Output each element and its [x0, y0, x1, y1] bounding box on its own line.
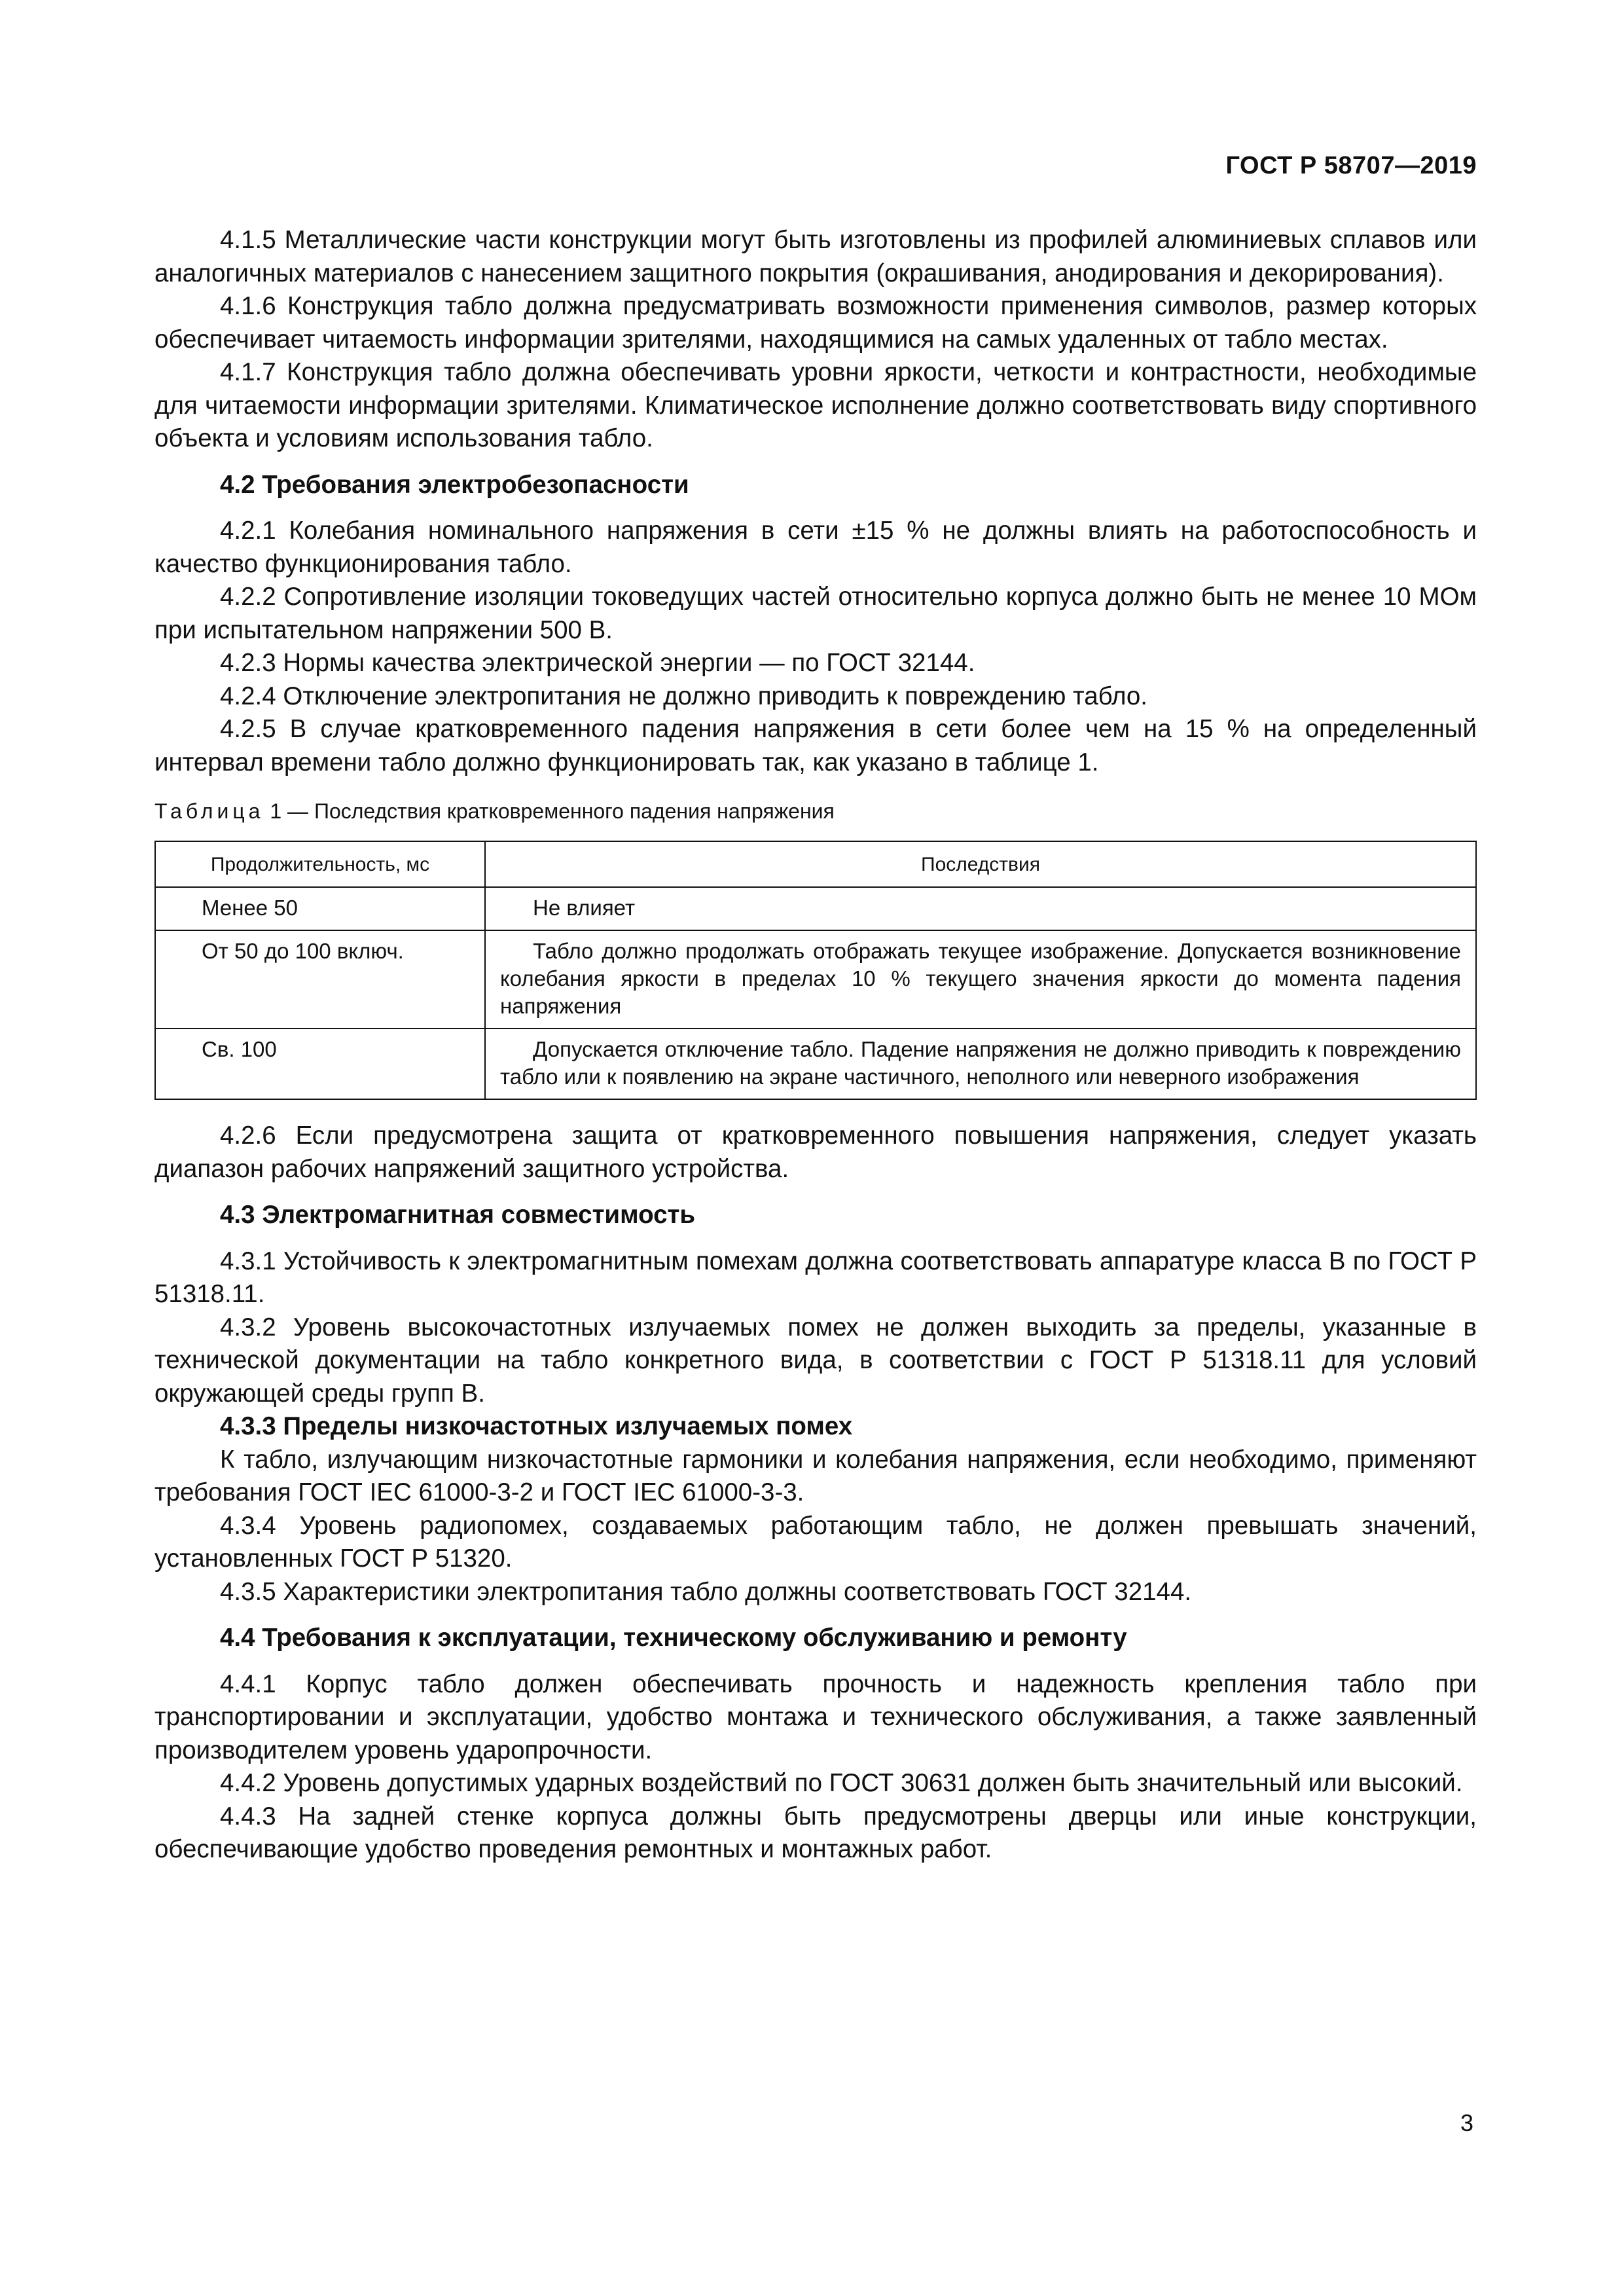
paragraph-4-4-2: 4.4.2 Уровень допустимых ударных воздействий по ГОСТ 30631 должен быть значительный или высокий. — [220, 1769, 1463, 1797]
table-cell-effect — [485, 930, 1476, 1029]
paragraph-4-2-6: 4.2.6 Если предусмотрена защита от кратковременного повышения напряжения, следует указать диапазон рабочих напряжений защитного устройства. — [154, 1121, 1477, 1183]
table-header-effect: Последствия — [485, 841, 1476, 887]
table-row — [155, 930, 1476, 1029]
table-cell-effect — [485, 887, 1476, 930]
table-cell-effect-text: Табло должно продолжать отображать текущее изображение. Допускается возникновение колебания яркости в пределах 10 % текущего значения яркости до момента падения напряжения — [500, 939, 1461, 1018]
table-cell-effect — [485, 1029, 1476, 1099]
table-caption-label: Таблица — [154, 799, 264, 823]
table-header-row — [155, 841, 1476, 887]
paragraph-4-4-3: 4.4.3 На задней стенке корпуса должны быть предусмотрены дверцы или иные конструкции, обеспечивающие удобство проведения ремонтных и монтажных работ. — [154, 1802, 1477, 1863]
paragraph-4-3-2: 4.3.2 Уровень высокочастотных излучаемых помех не должен выходить за пределы, указанные в технической документации на табло конкретного вида, в соответствии с ГОСТ Р 51318.11 для условий окружающей среды групп В. — [154, 1313, 1477, 1408]
paragraph-4-1-7: 4.1.7 Конструкция табло должна обеспечивать уровни яркости, четкости и контрастности, необходимые для читаемости информации зрителями. Климатическое исполнение должно соответствовать виду спортивного объекта и условиям использования табло. — [154, 358, 1477, 452]
section-4-2-title: 4.2 Требования электробезопасности — [220, 470, 689, 499]
page-number: 3 — [1460, 2109, 1473, 2136]
table-row — [155, 887, 1476, 930]
table-header-duration: Продолжительность, мс — [155, 841, 485, 887]
paragraph-4-1-6: 4.1.6 Конструкция табло должна предусматривать возможности применения символов, размер которых обеспечивает читаемость информации зрителями, находящимися на самых удаленных от табло местах. — [154, 292, 1477, 354]
subsection-4-3-3-title: 4.3.3 Пределы низкочастотных излучаемых помех — [220, 1412, 853, 1440]
paragraph-4-1-5: 4.1.5 Металлические части конструкции могут быть изготовлены из профилей алюминиевых сплавов или аналогичных материалов с нанесением защитного покрытия (окрашивания, анодирования и декорирования). — [154, 226, 1477, 287]
paragraph-4-2-5: 4.2.5 В случае кратковременного падения напряжения в сети более чем на 15 % на определенный интервал времени табло должно функционировать так, как указано в таблице 1. — [154, 715, 1477, 776]
paragraph-4-3-4: 4.3.4 Уровень радиопомех, создаваемых работающим табло, не должен превышать значений, установленных ГОСТ Р 51320. — [154, 1511, 1477, 1573]
document-header: ГОСТ Р 58707—2019 — [1225, 152, 1477, 179]
table-cell-duration: Менее 50 — [155, 887, 485, 930]
paragraph-4-2-2: 4.2.2 Сопротивление изоляции токоведущих частей относительно корпуса должно быть не менее 10 МОм при испытательном напряжении 500 В. — [154, 583, 1477, 644]
table-cell-duration: От 50 до 100 включ. — [155, 930, 485, 1029]
paragraph-4-3-1: 4.3.1 Устойчивость к электромагнитным помехам должна соответствовать аппаратуре класса В по ГОСТ Р 51318.11. — [154, 1247, 1477, 1308]
table-1 — [154, 841, 1477, 1100]
table-cell-duration: Св. 100 — [155, 1029, 485, 1099]
paragraph-4-3-3: К табло, излучающим низкочастотные гармоники и колебания напряжения, если необходимо, применяют требования ГОСТ IEC 61000-3-2 и ГОСТ IEC 61000-3-3. — [154, 1445, 1477, 1506]
paragraph-4-2-1: 4.2.1 Колебания номинального напряжения в сети ±15 % не должны влиять на работоспособность и качество функционирования табло. — [154, 517, 1477, 578]
section-4-4-title: 4.4 Требования к эксплуатации, техническому обслуживанию и ремонту — [220, 1624, 1127, 1652]
paragraph-4-4-1: 4.4.1 Корпус табло должен обеспечивать прочность и надежность крепления табло при транспортировании и эксплуатации, удобство монтажа и технического обслуживания, а также заявленный производителем уровень ударопрочности. — [154, 1669, 1477, 1764]
table-cell-effect-text: Допускается отключение табло. Падение напряжения не должно приводить к повреждению табло или к появлению на экране частичного, неполного или неверного изображения — [500, 1037, 1461, 1089]
table-caption-text: 1 — Последствия кратковременного падения напряжения — [270, 799, 835, 823]
table-cell-effect-text: Не влияет — [533, 896, 636, 920]
table-row — [155, 1029, 1476, 1099]
table-caption — [154, 797, 1477, 825]
paragraph-4-2-3: 4.2.3 Нормы качества электрической энергии — по ГОСТ 32144. — [220, 649, 975, 677]
paragraph-4-2-4: 4.2.4 Отключение электропитания не должно приводить к повреждению табло. — [220, 682, 1147, 710]
paragraph-4-3-5: 4.3.5 Характеристики электропитания табло должны соответствовать ГОСТ 32144. — [220, 1577, 1192, 1606]
section-4-3-title: 4.3 Электромагнитная совместимость — [220, 1201, 696, 1229]
document-body — [154, 224, 1477, 1867]
